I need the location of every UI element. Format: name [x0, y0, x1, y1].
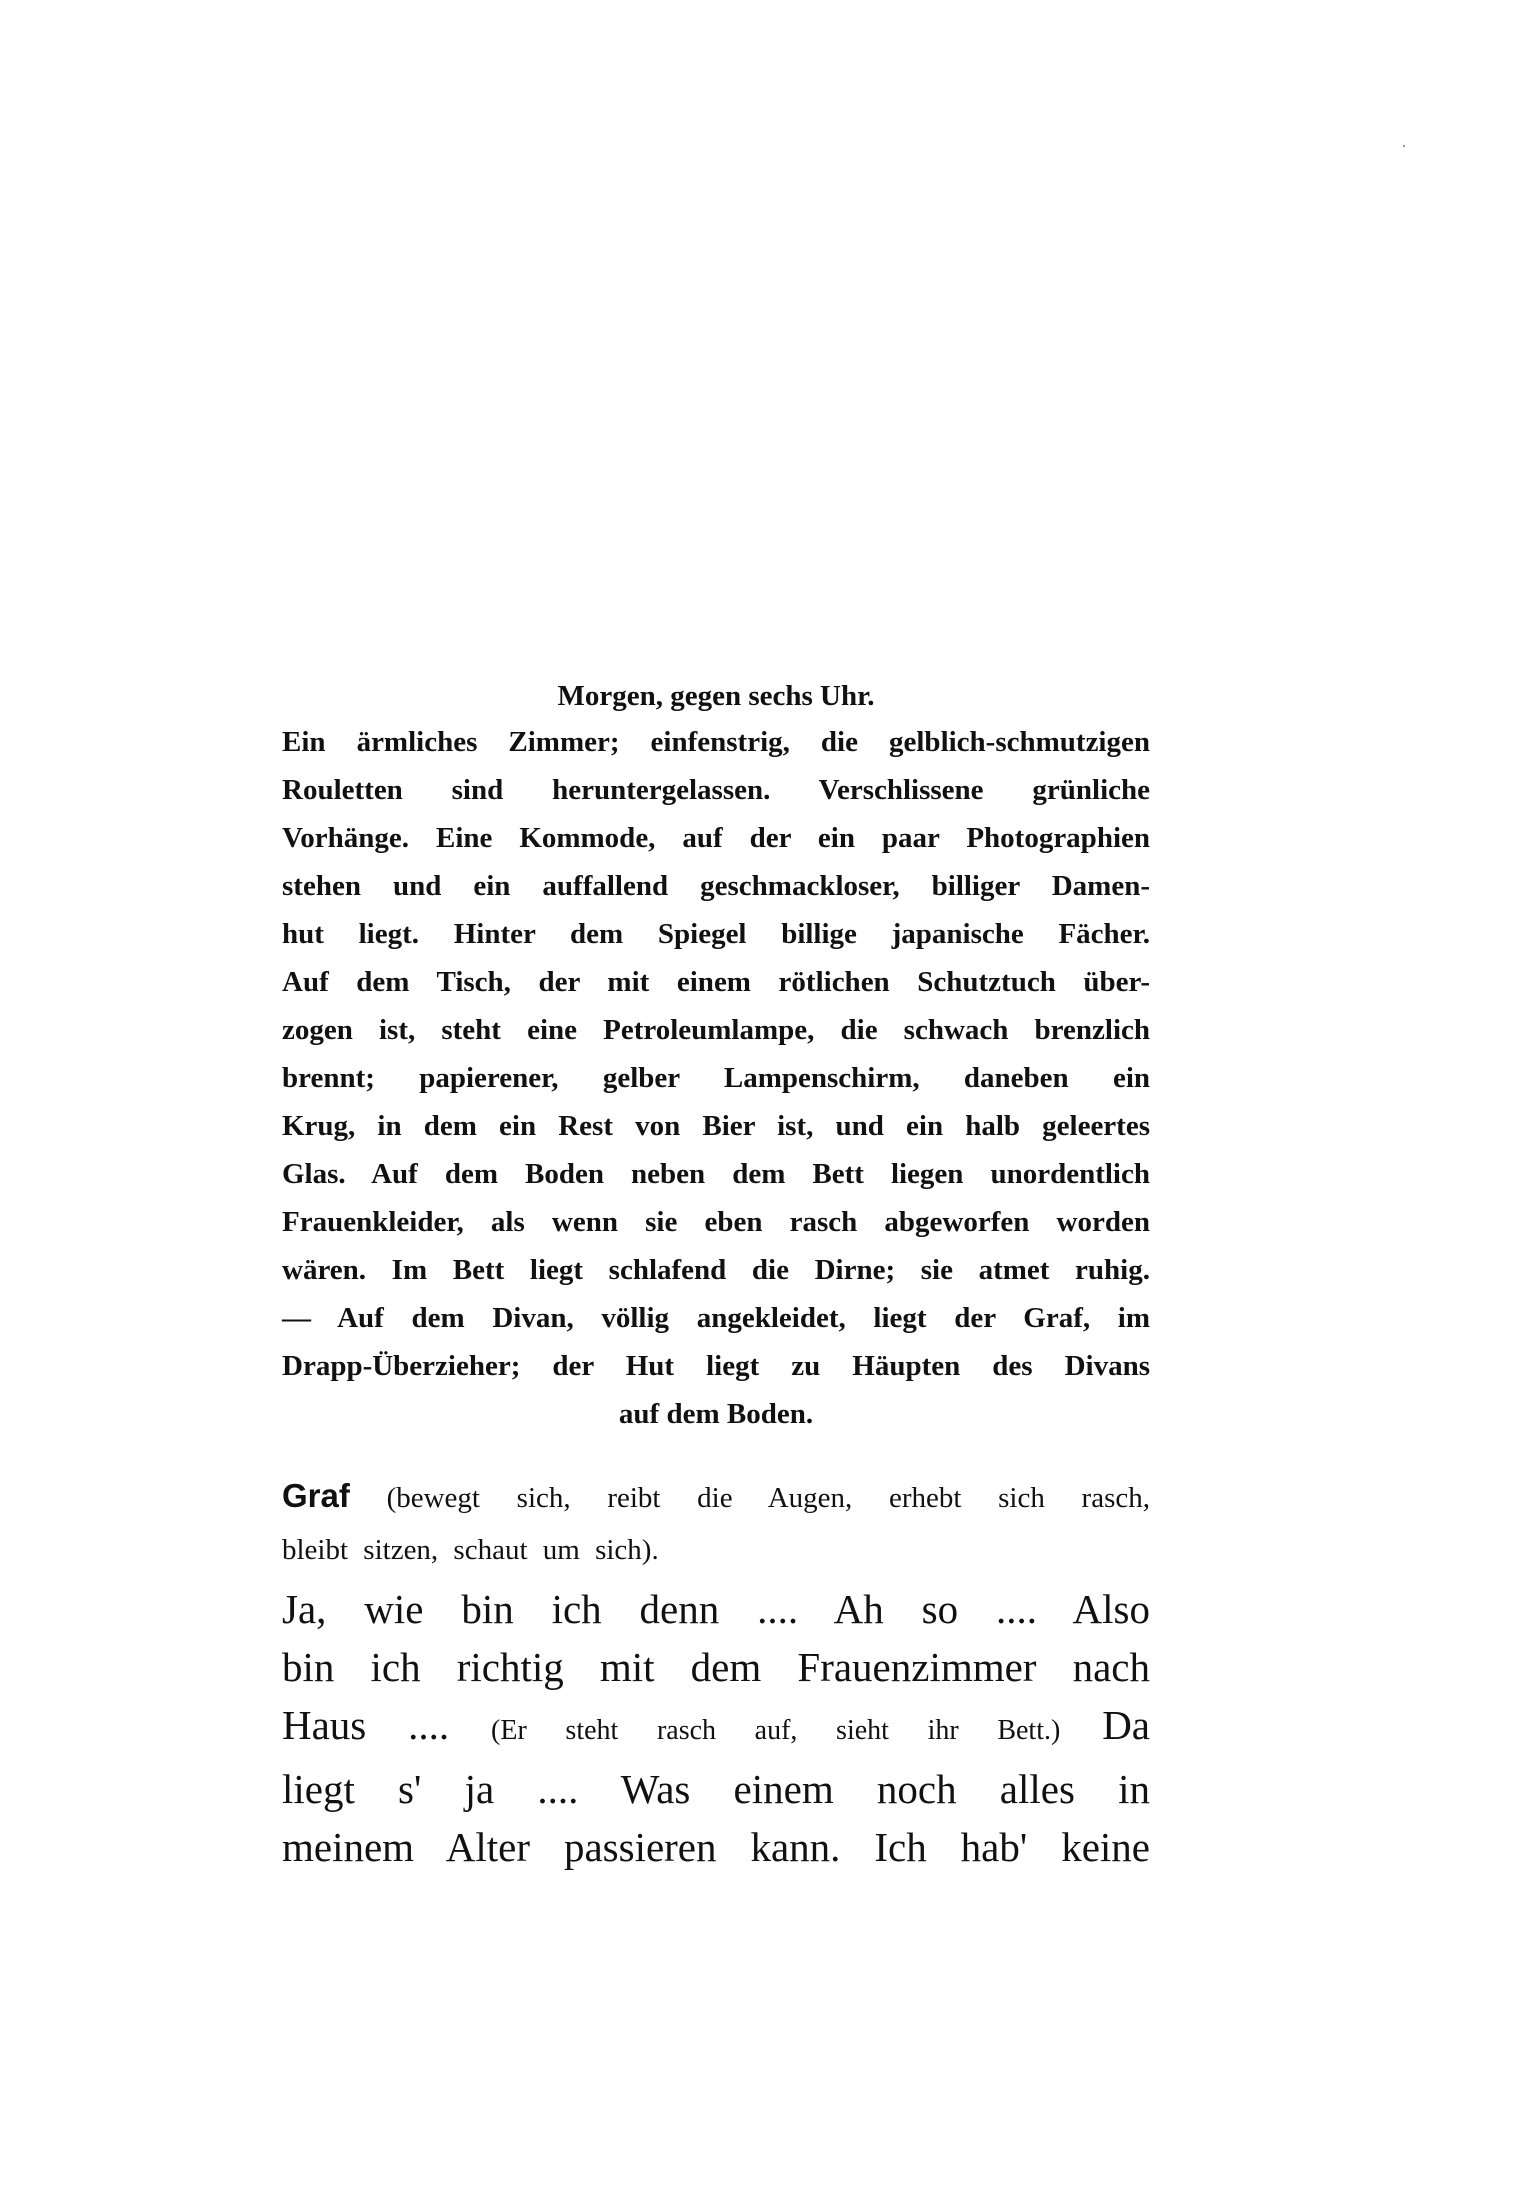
- description-line: Vorhänge. Eine Kommode, auf der ein paar Photographien: [282, 822, 1150, 854]
- dialogue: [282, 1580, 1150, 1876]
- cue-line-1: [282, 1470, 1150, 1524]
- description-line: Auf dem Tisch, der mit einem rötlichen Schutztuch über-: [282, 966, 1150, 998]
- stage-direction: (bewegt sich, reibt die Augen, erhebt sich rasch,: [386, 1482, 1150, 1514]
- description-line: Glas. Auf dem Boden neben dem Bett liegen unordentlich: [282, 1158, 1150, 1190]
- description-line: zogen ist, steht eine Petroleumlampe, die schwach brenzlich: [282, 1014, 1150, 1046]
- stage-direction: bleibt sitzen, schaut um sich).: [282, 1534, 659, 1566]
- description-line: wären. Im Bett liegt schlafend die Dirne; sie atmet ruhig.: [282, 1254, 1150, 1286]
- description-line: Rouletten sind heruntergelassen. Verschlissene grünliche: [282, 774, 1150, 806]
- description-line: stehen und ein auffallend geschmackloser, billiger Damen-: [282, 870, 1150, 902]
- description-line: Ein ärmliches Zimmer; einfenstrig, die gelblich-schmutzigen: [282, 726, 1150, 758]
- description-line: auf dem Boden.: [618, 1398, 814, 1430]
- description-line: — Auf dem Divan, völlig angekleidet, liegt der Graf, im: [282, 1302, 1150, 1334]
- speaker-cue: [282, 1470, 1150, 1576]
- description-line: Krug, in dem ein Rest von Bier ist, und ein halb geleertes: [282, 1110, 1150, 1142]
- stage-heading-block: [282, 672, 1150, 720]
- dialogue-line: meinem Alter passieren kann. Ich hab' keine: [282, 1824, 1150, 1870]
- stage-direction: (Er steht rasch auf, sieht ihr Bett.): [491, 1715, 1061, 1746]
- description-line: Frauenkleider, als wenn sie eben rasch abgeworfen worden: [282, 1206, 1150, 1238]
- dialogue-line: [282, 1696, 1150, 1760]
- dialogue-line: Ja, wie bin ich denn .... Ah so .... Also: [282, 1586, 1150, 1632]
- description-line: hut liegt. Hinter dem Spiegel billige japanische Fächer.: [282, 918, 1150, 950]
- speaker-name: Graf: [282, 1477, 350, 1514]
- description-line: Drapp-Überzieher; der Hut liegt zu Häupten des Divans: [282, 1350, 1150, 1382]
- dialogue-text: Haus ....: [282, 1702, 450, 1748]
- dialogue-line: liegt s' ja .... Was einem noch alles in: [282, 1766, 1150, 1812]
- dialogue-text: Da: [1102, 1702, 1151, 1748]
- scan-speck: [1403, 145, 1405, 147]
- stage-description: [282, 718, 1150, 1438]
- dialogue-line: bin ich richtig mit dem Frauenzimmer nach: [282, 1644, 1150, 1690]
- description-line: brennt; papierener, gelber Lampenschirm, daneben ein: [282, 1062, 1150, 1094]
- stage-heading: Morgen, gegen sechs Uhr.: [557, 680, 875, 712]
